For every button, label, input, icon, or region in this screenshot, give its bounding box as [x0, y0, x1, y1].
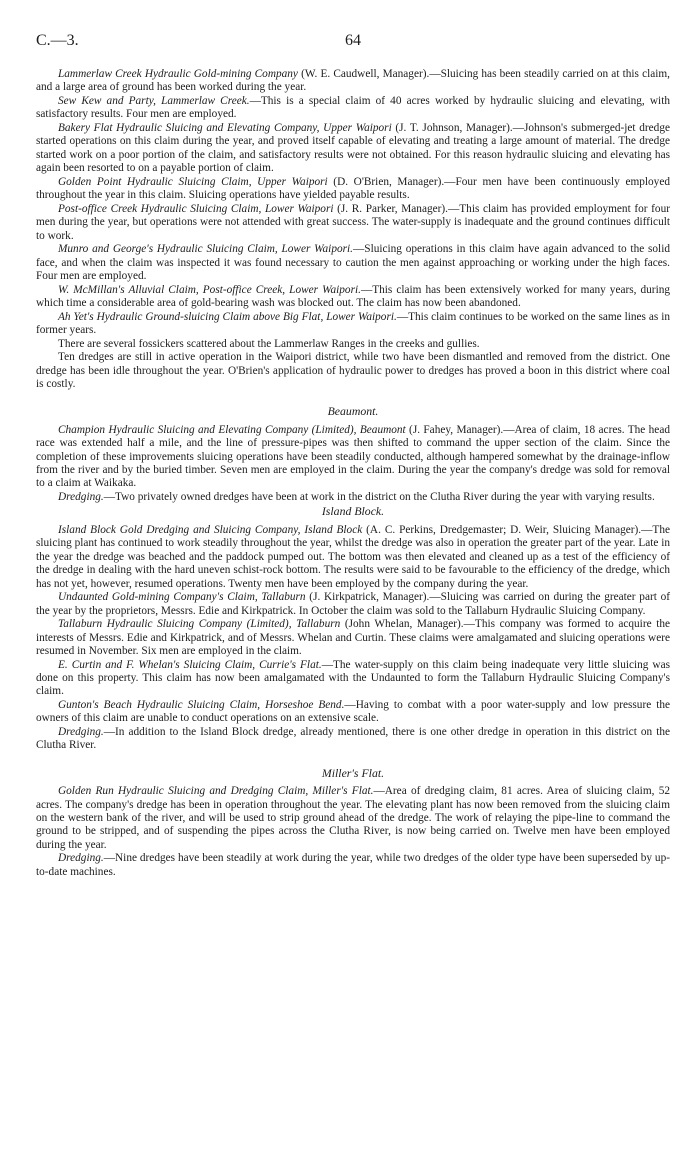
entry-text: —Having to combat with a poor water-supply and low pressure the owners of this claim are unable to conduct operations on an extensive scale.: [36, 698, 670, 725]
paragraph: [36, 852, 670, 879]
entry-text: (J. T. Johnson, Manager).—Johnson's submerged-jet dredge started operations on this claim during the year, and proved itself capable of elevating and treating a large amount of material. The dredge started work on a poor portion of the claim, and satisfactory results were not obtained. For this reason hydraulic sluicing and elevating has again been resorted to on a payable portion of claim.: [36, 122, 670, 175]
paragraph: [36, 311, 670, 338]
paragraph: [36, 338, 670, 351]
paragraph: [36, 95, 670, 122]
paragraph: [36, 591, 670, 618]
entry-text: —Area of dredging claim, 81 acres. Area of sluicing claim, 52 acres. The company's dredge has been in operation throughout the year. The elevating plant has now been removed from the sluicing claim on the western bank of the river, and will be used to strip ground ahead of the dredge. The work of relaying the pipe-line to command the ground to be stripped, and of suspending the pipes across the Clutha River, is now being carried on. Twelve men have been employed during the year.: [36, 785, 670, 851]
paragraph: [36, 351, 670, 391]
document-page: [36, 32, 670, 879]
entry-text: (D. O'Brien, Manager).—Four men have been continuously employed throughout the year in this claim. Sluicing operations have yielded payable results.: [36, 175, 670, 202]
paragraph: [36, 785, 670, 852]
entry-text: (A. C. Perkins, Dredgemaster; D. Weir, Sluicing Manager).—The sluicing plant has continued to work steadily throughout the year, whilst the dredge was also in operation the greater part of the year. Late in the year the dredge was beached and the paddock pumped out. The bottom was then elevated and cleaned up as a test of the efficiency of the dredge in dealing with the hard uneven schist-rock bottom. The results were said to be favourable to the efficiency of the dredge, which has not yet, however, resumed operations. Twenty men have been employed by the company during the year.: [36, 523, 670, 590]
entry-text: —This is a special claim of 40 acres worked by hydraulic sluicing and elevating, with satisfactory results. Four men are employed.: [36, 95, 670, 121]
entry-text: There are several fossickers scattered about the Lammerlaw Ranges in the creeks and gullies.: [58, 337, 480, 350]
entry-text: —Two privately owned dredges have been at work in the district on the Clutha River during the year with varying results.: [103, 491, 655, 504]
entry-text: —This claim has been extensively worked for many years, during which time a considerable area of gold-bearing wash was blocked out. The claim has now been abandoned.: [36, 283, 671, 310]
entry-text: (J. Kirkpatrick, Manager).—Sluicing was carried on during the greater part of the year by the proprietors, Messrs. Edie and Kirkpatrick. In October the claim was sold to the Tallaburn Hydraulic Sluicing Company.: [36, 591, 670, 617]
entry-title: Munro and George's Hydraulic Sluicing Claim, Lower Waipori.: [58, 243, 353, 256]
entry-text: —The water-supply on this claim being inadequate very little sluicing was done on this property. This claim has now been amalgamated with the Undaunted to form the Tallaburn Hydraulic Sluicing Company's claim.: [36, 658, 670, 698]
entry-text: —In addition to the Island Block dredge, already mentioned, there is one other dredge in operation in this district on the Clutha River.: [36, 725, 670, 752]
paragraph: [36, 424, 670, 491]
entry-title: Post-office Creek Hydraulic Sluicing Claim, Lower Waipori: [58, 202, 334, 215]
entry-title: Sew Kew and Party, Lammerlaw Creek.: [58, 95, 250, 107]
entry-title: Bakery Flat Hydraulic Sluicing and Elevating Company, Upper Waipori: [58, 122, 392, 134]
report-body: [36, 68, 670, 879]
entry-text: (J. Fahey, Manager).—Area of claim, 18 acres. The head race was extended half a mile, and the line of pressure-pipes was then shifted to command the upper section of the claim. Since the completion of these improvements sluicing operations have been steadily conducted, although hampered somewhat by the drainage-inflow from the river and by the buried timber. Seven men are employed in the claim. During the year the company's dredge was sold for removal to a claim at Waikaka.: [36, 423, 670, 490]
entry-text: —Nine dredges have been steadily at work during the year, while two dredges of the older type have been superseded by up-to-date machines.: [36, 852, 670, 878]
entry-text: Ten dredges are still in active operation in the Waipori district, while two have been dismantled and removed from the district. One dredge has been idle throughout the year. O'Brien's application of hydraulic power to dredges has proved a boon in this district where coal is costly.: [36, 351, 670, 391]
section-heading-millers-flat: Miller's Flat.: [321, 765, 385, 780]
paragraph: [36, 659, 670, 699]
paragraph: [36, 203, 670, 243]
entry-title: Dredging.: [58, 852, 104, 865]
report-reference: C.—3.: [36, 32, 79, 49]
section-heading-island-block: Island Block.: [321, 504, 385, 519]
entry-title: Dredging.: [58, 491, 104, 504]
paragraph: [36, 699, 670, 726]
entry-title: W. McMillan's Alluvial Claim, Post-office Creek, Lower Waipori.: [58, 283, 361, 296]
entry-title: Champion Hydraulic Sluicing and Elevating Company (Limited), Beaumont: [58, 423, 406, 436]
entry-title: Tallaburn Hydraulic Sluicing Company (Limited), Tallaburn: [58, 618, 341, 631]
entry-title: Ah Yet's Hydraulic Ground-sluicing Claim above Big Flat, Lower Waipori.: [58, 310, 397, 323]
entry-title: Dredging.: [58, 725, 104, 738]
paragraph: [36, 284, 670, 311]
page-header: [36, 32, 670, 54]
paragraph: [36, 243, 670, 283]
paragraph: [36, 524, 670, 591]
paragraph: [36, 491, 670, 504]
page-number: 64: [345, 32, 361, 49]
entry-text: (W. E. Caudwell, Manager).—Sluicing has been steadily carried on at this claim, and a large area of ground has been worked during the year.: [36, 68, 670, 94]
entry-text: (John Whelan, Manager).—This company was formed to acquire the interests of Messrs. Edie and Kirkpatrick, and of Messrs. Whelan and Curtin. These claims were amalgamated and sluicing operations were resumed in November. Six men are employed in the claim.: [36, 618, 670, 657]
entry-title: Golden Run Hydraulic Sluicing and Dredging Claim, Miller's Flat.: [58, 785, 374, 798]
paragraph: [36, 176, 670, 203]
entry-title: Undaunted Gold-mining Company's Claim, Tallaburn: [58, 591, 306, 604]
entry-text: (J. R. Parker, Manager).—This claim has provided employment for four men during the year, but operations were not attended with great success. The water-supply is inadequate and the ground continues difficult to work.: [36, 202, 670, 242]
entry-title: E. Curtin and F. Whelan's Sluicing Claim, Currie's Flat.: [58, 658, 322, 671]
section-heading-beaumont: Beaumont.: [327, 404, 379, 419]
entry-title: Island Block Gold Dredging and Sluicing Company, Island Block: [58, 523, 363, 536]
entry-title: Lammerlaw Creek Hydraulic Gold-mining Company: [58, 68, 298, 80]
entry-title: Golden Point Hydraulic Sluicing Claim, Upper Waipori: [58, 175, 328, 188]
paragraph: [36, 726, 670, 753]
entry-text: —This claim continues to be worked on the same lines as in former years.: [36, 310, 670, 337]
entry-text: —Sluicing operations in this claim have again advanced to the solid face, and when the claim was inspected it was found necessary to caution the men against approaching or working under the high faces. Four men are employed.: [36, 243, 670, 283]
paragraph: [36, 122, 670, 176]
paragraph: [36, 618, 670, 658]
paragraph: [36, 68, 670, 95]
entry-title: Gunton's Beach Hydraulic Sluicing Claim, Horseshoe Bend.: [58, 698, 345, 711]
